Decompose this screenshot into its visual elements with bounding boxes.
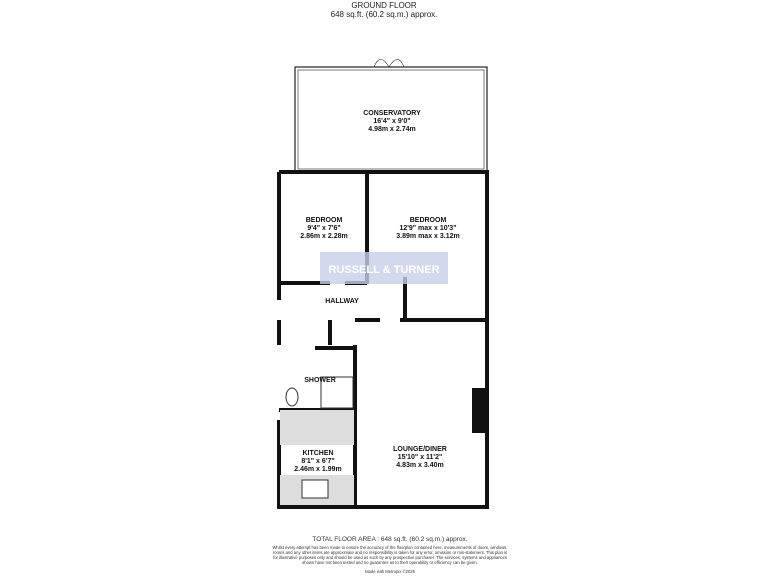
room-dim-metric: 4.83m x 3.40m [396, 462, 444, 469]
room-dim-metric: 2.46m x 1.99m [294, 466, 342, 473]
watermark-text: RUSSELL & TURNER [328, 264, 440, 276]
room-dim-imperial: 16'4" x 9'0" [373, 118, 411, 125]
room-name: BEDROOM [305, 217, 343, 224]
room-dim-imperial: 8'1" x 6'7" [301, 458, 335, 465]
room-dim-metric: 3.89m max x 3.12m [396, 233, 460, 240]
kitchen-counter [280, 410, 354, 445]
room-name: HALLWAY [325, 298, 359, 305]
room-dim-metric: 2.86m x 2.28m [300, 233, 348, 240]
room-name: KITCHEN [302, 450, 334, 457]
disclaimer: Whilst every attempt has been made to ensure the accuracy of the floorplan contained here, measurements of doors, windows, rooms and any other items are approximate and no responsibility is taken for any error, omission or mis-statement. This plan is for illustrative purposes only and should be used as such by any prospective purchaser. The services, systems and appliances shown have not been tested and no guarantee as to their operability or efficiency can be given. [272, 545, 508, 565]
toilet-icon [286, 388, 298, 406]
room-dim-imperial: 15'10" x 11'2" [397, 454, 443, 461]
room-dim-imperial: 9'4" x 7'6" [307, 225, 341, 232]
room-name: CONSERVATORY [363, 110, 421, 117]
fireplace-icon [472, 388, 486, 433]
room-name: LOUNGE/DINER [393, 446, 447, 453]
sink-icon [302, 480, 328, 498]
room-dim-imperial: 12'9" max x 10'3" [399, 225, 457, 232]
room-name: SHOWER [304, 377, 336, 384]
room-name: BEDROOM [409, 217, 447, 224]
floor-area: 648 sq.ft. (60.2 sq.m.) approx. [330, 10, 438, 19]
floor-title: GROUND FLOOR [351, 1, 417, 10]
made-with: Made with Metropix ©2025 [365, 569, 415, 574]
room-dim-metric: 4.98m x 2.74m [368, 126, 416, 133]
total-floor-area: TOTAL FLOOR AREA : 648 sq.ft. (60.2 sq.m.) approx. [312, 536, 468, 543]
